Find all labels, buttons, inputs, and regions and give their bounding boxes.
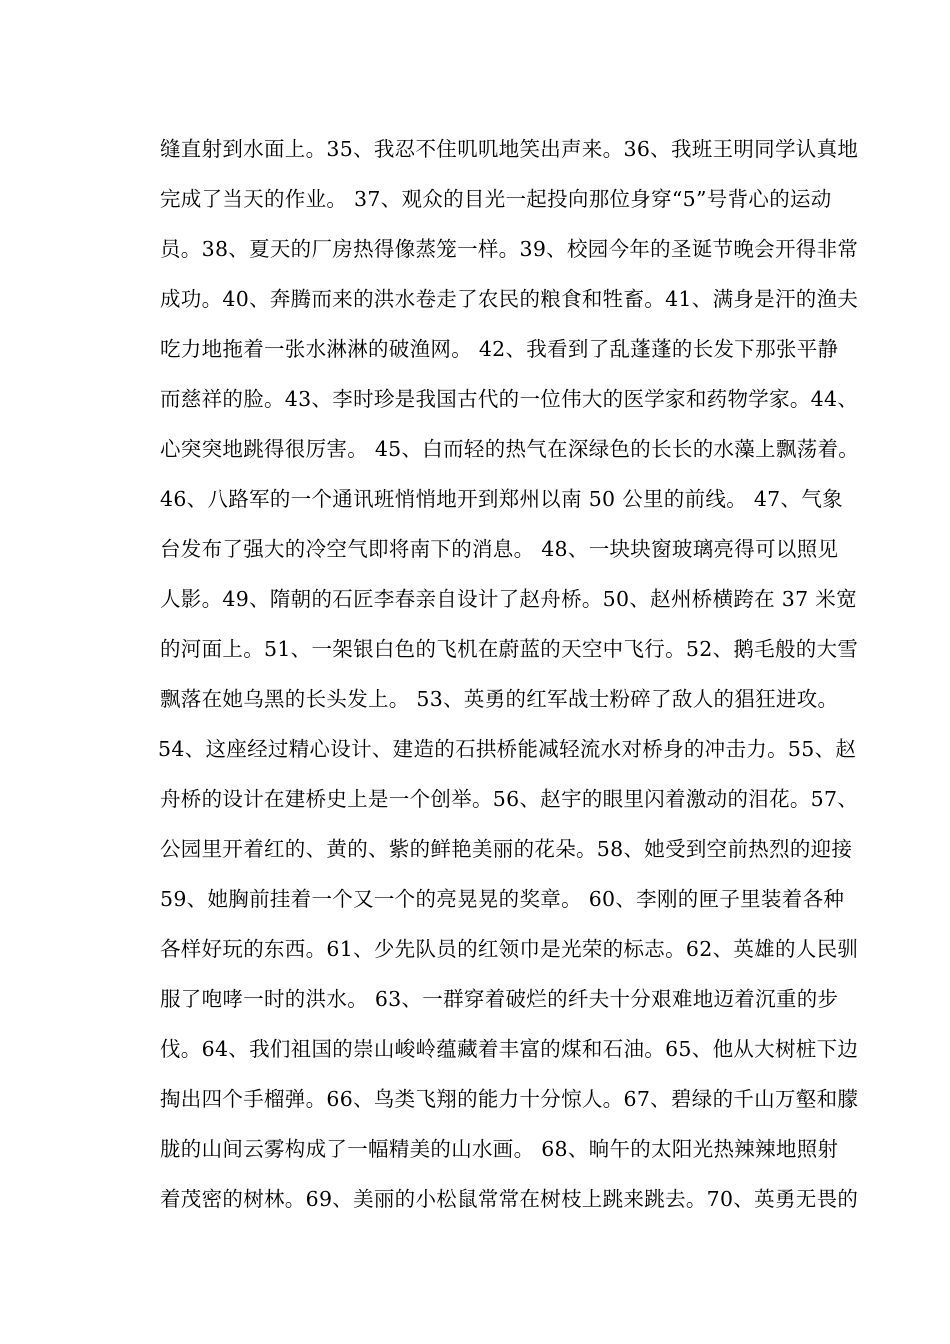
text-line: 吃力地拖着一张水淋淋的破渔网。 42、我看到了乱蓬蓬的长发下那张平静 bbox=[160, 337, 839, 361]
text-line: 完成了当天的作业。 37、观众的目光一起投向那位身穿“5”号背心的运动 bbox=[160, 187, 832, 211]
text-line: 成功。40、奔腾而来的洪水卷走了农民的粮食和牲畜。41、满身是汗的渔夫 bbox=[160, 287, 859, 311]
text-line: 舟桥的设计在建桥史上是一个创举。56、赵宇的眼里闪着激动的泪花。57、 bbox=[160, 787, 859, 811]
text-line: 着茂密的树林。69、美丽的小松鼠常常在树枝上跳来跳去。70、英勇无畏的 bbox=[160, 1187, 859, 1211]
text-line: 飘落在她乌黑的长头发上。 53、英勇的红军战士粉碎了敌人的猖狂进攻。 bbox=[160, 687, 839, 711]
text-line: 46、八路军的一个通讯班悄悄地开到郑州以南 50 公里的前线。 47、气象 bbox=[160, 487, 843, 511]
text-line: 54、这座经过精心设计、建造的石拱桥能减轻流水对桥身的冲击力。55、赵 bbox=[158, 737, 857, 761]
text-line: 人影。49、隋朝的石匠李春亲自设计了赵舟桥。50、赵州桥横跨在 37 米宽 bbox=[160, 587, 857, 611]
text-line: 心突突地跳得很厉害。 45、白而轻的热气在深绿色的长长的水藻上飘荡着。 bbox=[160, 437, 860, 461]
text-line: 伐。64、我们祖国的崇山峻岭蕴藏着丰富的煤和石油。65、他从大树桩下边 bbox=[160, 1037, 859, 1061]
text-line: 各样好玩的东西。61、少先队员的红领巾是光荣的标志。62、英雄的人民驯 bbox=[160, 937, 859, 961]
text-line: 台发布了强大的冷空气即将南下的消息。 48、一块块窗玻璃亮得可以照见 bbox=[160, 537, 839, 561]
text-line: 胧的山间云雾构成了一幅精美的山水画。 68、晌午的太阳光热辣辣地照射 bbox=[160, 1137, 839, 1161]
text-line: 缝直射到水面上。35、我忍不住叽叽地笑出声来。36、我班王明同学认真地 bbox=[160, 137, 859, 161]
text-line: 的河面上。51、一架银白色的飞机在蔚蓝的天空中飞行。52、鹅毛般的大雪 bbox=[160, 637, 859, 661]
text-line: 59、她胸前挂着一个又一个的亮晃晃的奖章。 60、李刚的匣子里装着各种 bbox=[160, 887, 845, 911]
text-line: 服了咆哮一时的洪水。 63、一群穿着破烂的纤夫十分艰难地迈着沉重的步 bbox=[160, 987, 839, 1011]
text-line: 员。38、夏天的厂房热得像蒸笼一样。39、校园今年的圣诞节晚会开得非常 bbox=[160, 237, 859, 261]
text-line: 掏出四个手榴弹。66、鸟类飞翔的能力十分惊人。67、碧绿的千山万壑和朦 bbox=[160, 1087, 859, 1111]
text-line: 而慈祥的脸。43、李时珍是我国古代的一位伟大的医学家和药物学家。44、 bbox=[160, 387, 859, 411]
text-line: 公园里开着红的、黄的、紫的鲜艳美丽的花朵。58、她受到空前热烈的迎接 bbox=[160, 837, 853, 861]
